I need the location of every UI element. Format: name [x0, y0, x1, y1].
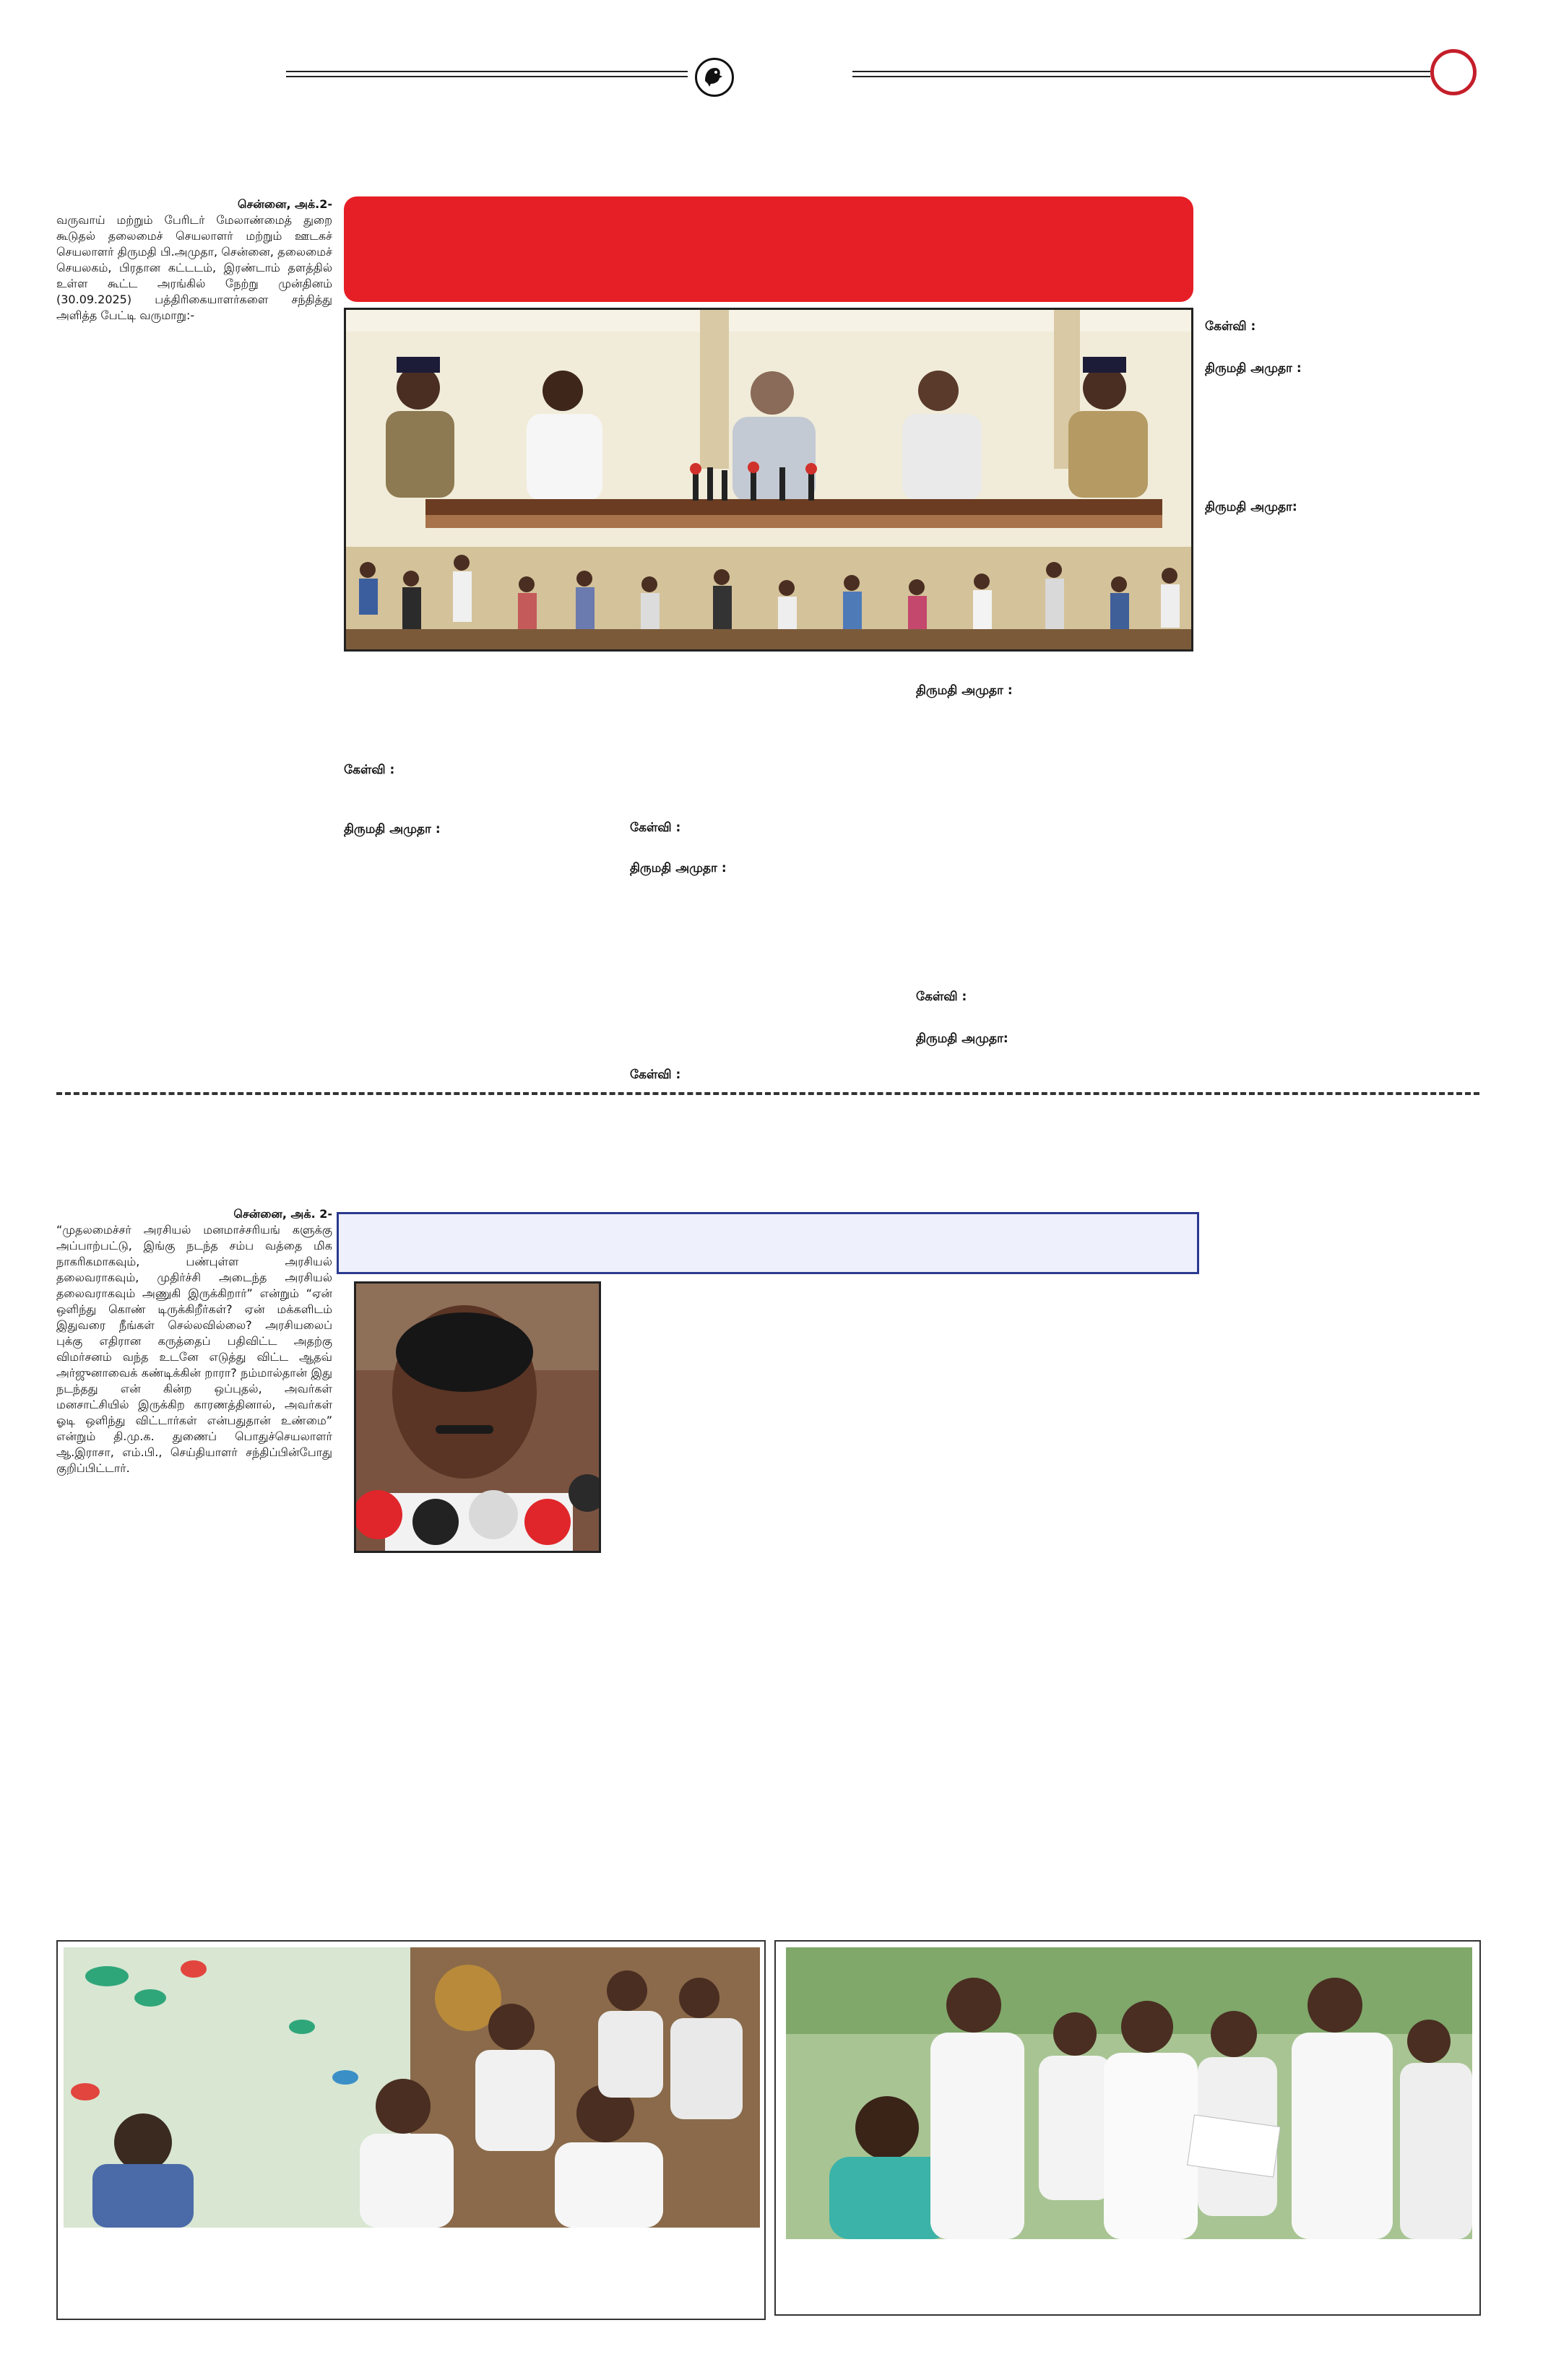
qa-label-answer: திருமதி அமுதா:: [1205, 500, 1297, 514]
story2-intro-text: “முதலமைச்சர் அரசியல் மனமாச்சரியங் களுக்கு அப்பாற்பட்டு, இங்கு நடந்த சம்ப வத்தை மிக நாகரிகமாகவும், பண்புள்ள அரசியல் தலைவராகவும், முதிர்ச்சி அடைந்த அரசியல் தலைவராகவும் அணுகி இருக்கிறார்” என்றும் “ஏன் ஒளிந்து கொண் டிருக்கிறீர்கள்? ஏன் மக்களிடம் இதுவரை நீங்கள் செல்லவில்லை? அரசியலைப் புக்கு எதிரான கருத்தைப் பதிவிட்ட அதற்கு விமர்சனம் வந்த உடனே எடுத்து விட்ட ஆதவ் அர்ஜுனாவைக் கண்டிக்கின் றாரா? நம்மால்தான் இது நடந்தது என் கின்ற ஒப்புதல், அவர்கள் மனசாட்சியில் இருக்கிற காரணத்தினால், அவர்கள் ஓடி ஒளிந்து விட்டார்கள் என்பதுதான் உண்மை” என்றும் தி.மு.க. துணைப் பொதுச்செயலாளர் ஆ.இராசா, எம்.பி., செய்தியாளர் சந்திப்பின்போது குறிப்பிட்டார்.: [56, 1223, 332, 1475]
bottom-photo-box-left: [56, 1940, 766, 2320]
section-divider: [56, 1092, 1479, 1095]
header-rule-right: [852, 71, 1430, 77]
qa-label-question: கேள்வி :: [1205, 319, 1256, 334]
qa-label-answer: திருமதி அமுதா :: [630, 861, 727, 875]
qa-label-question: கேள்வி :: [344, 763, 395, 777]
qa-label-answer: திருமதி அமுதா:: [916, 1031, 1008, 1046]
story2-dateline: சென்னை, அக். 2-: [233, 1207, 332, 1221]
qa-label-answer: திருமதி அமுதா :: [1205, 361, 1302, 376]
inspection-visit-photo: [786, 1947, 1472, 2239]
qa-label-answer: திருமதி அமுதா :: [916, 683, 1013, 698]
qa-label-question: கேள்வி :: [630, 821, 681, 835]
qa-label-question: கேள்வி :: [916, 990, 967, 1004]
speaker-portrait-photo: [354, 1281, 601, 1553]
qa-label-question: கேள்வி :: [630, 1068, 681, 1082]
story1-intro-text: வருவாய் மற்றும் பேரிடர் மேலாண்மைத் துறை கூடுதல் தலைமைச் செயலாளர் மற்றும் ஊடகச் செயலாளர் திருமதி பி.அமுதா, சென்னை, தலைமைச் செயலகம், பிரதான கட்டடம், இரண்டாம் தளத்தில் உள்ள கூட்ட அரங்கில் நேற்று முன்தினம் (30.09.2025) பத்திரிகையாளர்களை சந்தித்து அளித்த பேட்டி வருமாறு:-: [56, 213, 332, 322]
qa-label-answer: திருமதி அமுதா :: [344, 822, 441, 836]
story1-headline-banner: [344, 196, 1193, 302]
story2-headline-banner: [337, 1212, 1199, 1274]
story1-dateline: சென்னை, அக்.2-: [238, 197, 332, 211]
story2-intro: [56, 1206, 332, 1476]
meeting-visit-photo: [64, 1947, 760, 2228]
press-meet-photo: [344, 308, 1193, 652]
newspaper-logo-icon: [695, 58, 734, 97]
story1-intro: [56, 196, 332, 324]
page-number-badge: [1430, 49, 1477, 95]
bottom-photo-box-right: [774, 1940, 1481, 2316]
header-rule-left: [286, 71, 688, 77]
